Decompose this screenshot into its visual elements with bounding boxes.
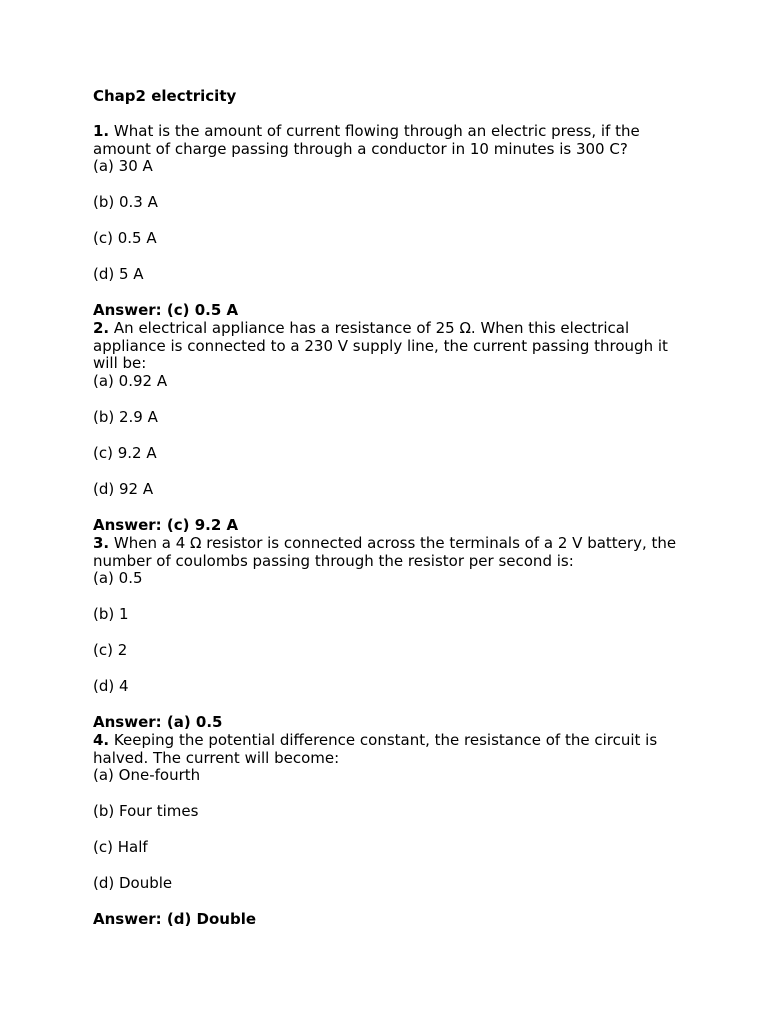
question-block (93, 123, 693, 320)
question-block (93, 320, 693, 534)
option-c: (c) Half (93, 838, 148, 856)
answer-line: Answer: (d) Double (93, 910, 257, 928)
question-text: When a 4 Ω resistor is connected across the terminals of a 2 V battery, the number of coulombs passing through the resistor per second is: (93, 534, 677, 570)
answer-line: Answer: (c) 9.2 A (93, 515, 239, 534)
option-a: (a) One-fourth (93, 766, 201, 784)
option-d: (d) 92 A (93, 479, 154, 498)
page-title: Chap2 electricity (93, 87, 237, 105)
question-text: An electrical appliance has a resistance of 25 Ω. When this electrical appliance is connected to a 230 V supply line, the current passing through it will be: (93, 319, 668, 372)
option-c: (c) 9.2 A (93, 443, 157, 462)
question-text: What is the amount of current flowing through an electric press, if the amount of charge passing through a conductor in 10 minutes is 300 C? (93, 122, 640, 158)
question-number: 2. (93, 319, 110, 337)
question-block (93, 732, 693, 929)
option-b: (b) 0.3 A (93, 193, 158, 211)
option-d: (d) 4 (93, 677, 129, 695)
option-a: (a) 30 A (93, 157, 153, 175)
option-c: (c) 0.5 A (93, 229, 157, 247)
option-b: (b) 2.9 A (93, 407, 158, 426)
option-b: (b) Four times (93, 802, 199, 820)
answer-line: Answer: (c) 0.5 A (93, 301, 239, 319)
question-text: Keeping the potential difference constant, the resistance of the circuit is halved. The current will become: (93, 731, 658, 767)
question-stem (93, 535, 693, 570)
question-number: 4. (93, 731, 110, 749)
option-b: (b) 1 (93, 605, 129, 623)
option-d: (d) Double (93, 874, 173, 892)
question-stem (93, 320, 693, 373)
option-c: (c) 2 (93, 641, 128, 659)
question-stem (93, 123, 693, 158)
answer-line: Answer: (a) 0.5 (93, 713, 223, 731)
option-d: (d) 5 A (93, 265, 144, 283)
option-a: (a) 0.92 A (93, 371, 168, 390)
option-a: (a) 0.5 (93, 569, 143, 587)
question-number: 3. (93, 534, 110, 552)
question-stem (93, 732, 693, 767)
question-block (93, 535, 693, 732)
question-number: 1. (93, 122, 110, 140)
